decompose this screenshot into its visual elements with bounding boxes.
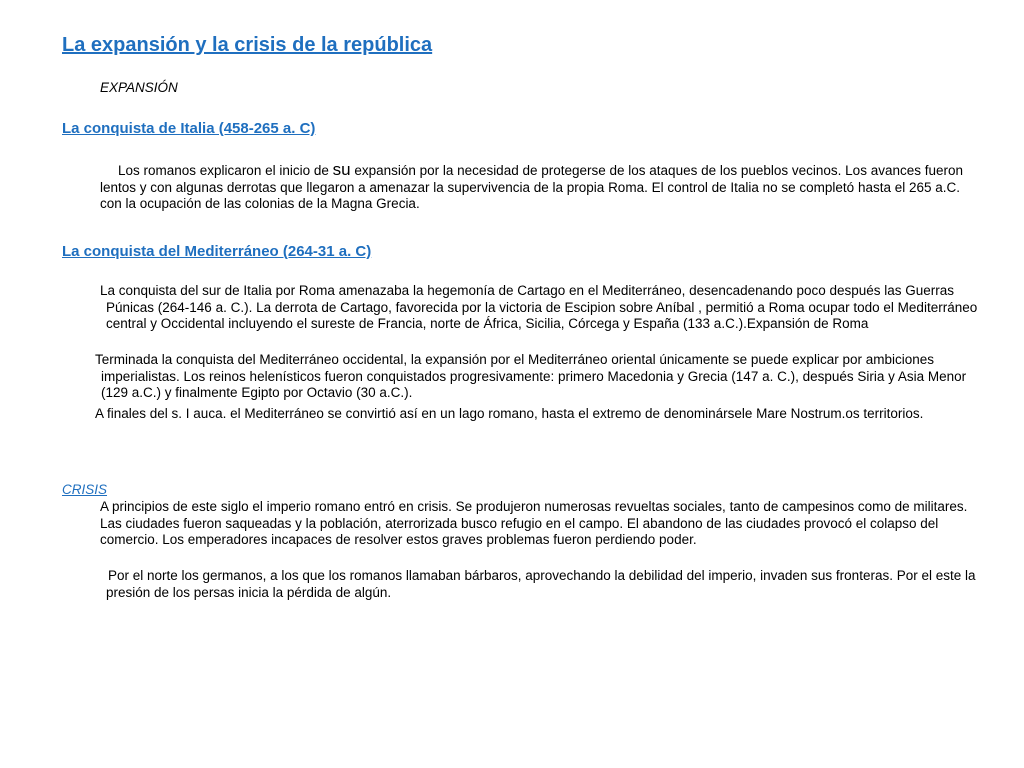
italy-conquest-paragraph (100, 162, 980, 213)
expansion-subtitle: EXPANSIÓN (100, 80, 178, 95)
mediterranean-paragraph-3: A finales del s. I auca. el Mediterráneo se convirtió así en un lago romano, hasta el extremo de denominársele Mare Nostrum.os territorios. (95, 406, 924, 421)
italy-paragraph-text-start: Los romanos explicaron el inicio de (118, 163, 333, 178)
mediterranean-conquest-heading: La conquista del Mediterráneo (264-31 a. C) (62, 243, 372, 260)
italy-paragraph-text-emphasis: su (332, 160, 351, 179)
italy-paragraph-text-end: expansión por la necesidad de protegerse de los ataques de los pueblos vecinos. Los avances fueron lentos y con algunas derrotas que llegaron a amenazar la supervivencia de la propia Roma. El control de Italia no se completó hasta el 265 a.C. con la ocupación de las colonias de la Magna Grecia. (100, 163, 964, 211)
crisis-label: CRISIS (62, 482, 108, 497)
crisis-paragraph-1: A principios de este siglo el imperio romano entró en crisis. Se produjeron numerosas revueltas sociales, tanto de campesinos como de militares. Las ciudades fueron saqueadas y la población, aterrorizada busco refugio en el campo. El abandono de las ciudades provocó el colapso del comercio. Los emperadores incapaces de resolver estos graves problemas fueron perdiendo poder. (100, 499, 968, 547)
italy-conquest-heading: La conquista de Italia (458-265 a. C) (62, 120, 316, 137)
mediterranean-paragraph-2: Terminada la conquista del Mediterráneo occidental, la expansión por el Mediterráneo oriental únicamente se puede explicar por ambiciones imperialistas. Los reinos helenísticos fueron conquistados progresivamente: primero Macedonia y Grecia (147 a. C.), después Siria y Asia Menor (129 a.C.) y finalmente Egipto por Octavio (30 a.C.). (95, 352, 967, 400)
slide-title: La expansión y la crisis de la república (62, 34, 433, 56)
crisis-paragraph-2: Por el norte los germanos, a los que los romanos llamaban bárbaros, aprovechando la debilidad del imperio, invaden sus fronteras. Por el este la presión de los persas inicia la pérdida de algún. (106, 568, 976, 600)
mediterranean-paragraph-1: La conquista del sur de Italia por Roma amenazaba la hegemonía de Cartago en el Mediterráneo, desencadenando poco después las Guerras Púnicas (264-146 a. C.). La derrota de Cartago, favorecida por la victoria de Escipion sobre Aníbal , permitió a Roma ocupar todo el Mediterráneo central y Occidental incluyendo el sureste de Francia, norte de África, Sicilia, Córcega y España (133 a.C.).Expansión de Roma (100, 283, 978, 331)
